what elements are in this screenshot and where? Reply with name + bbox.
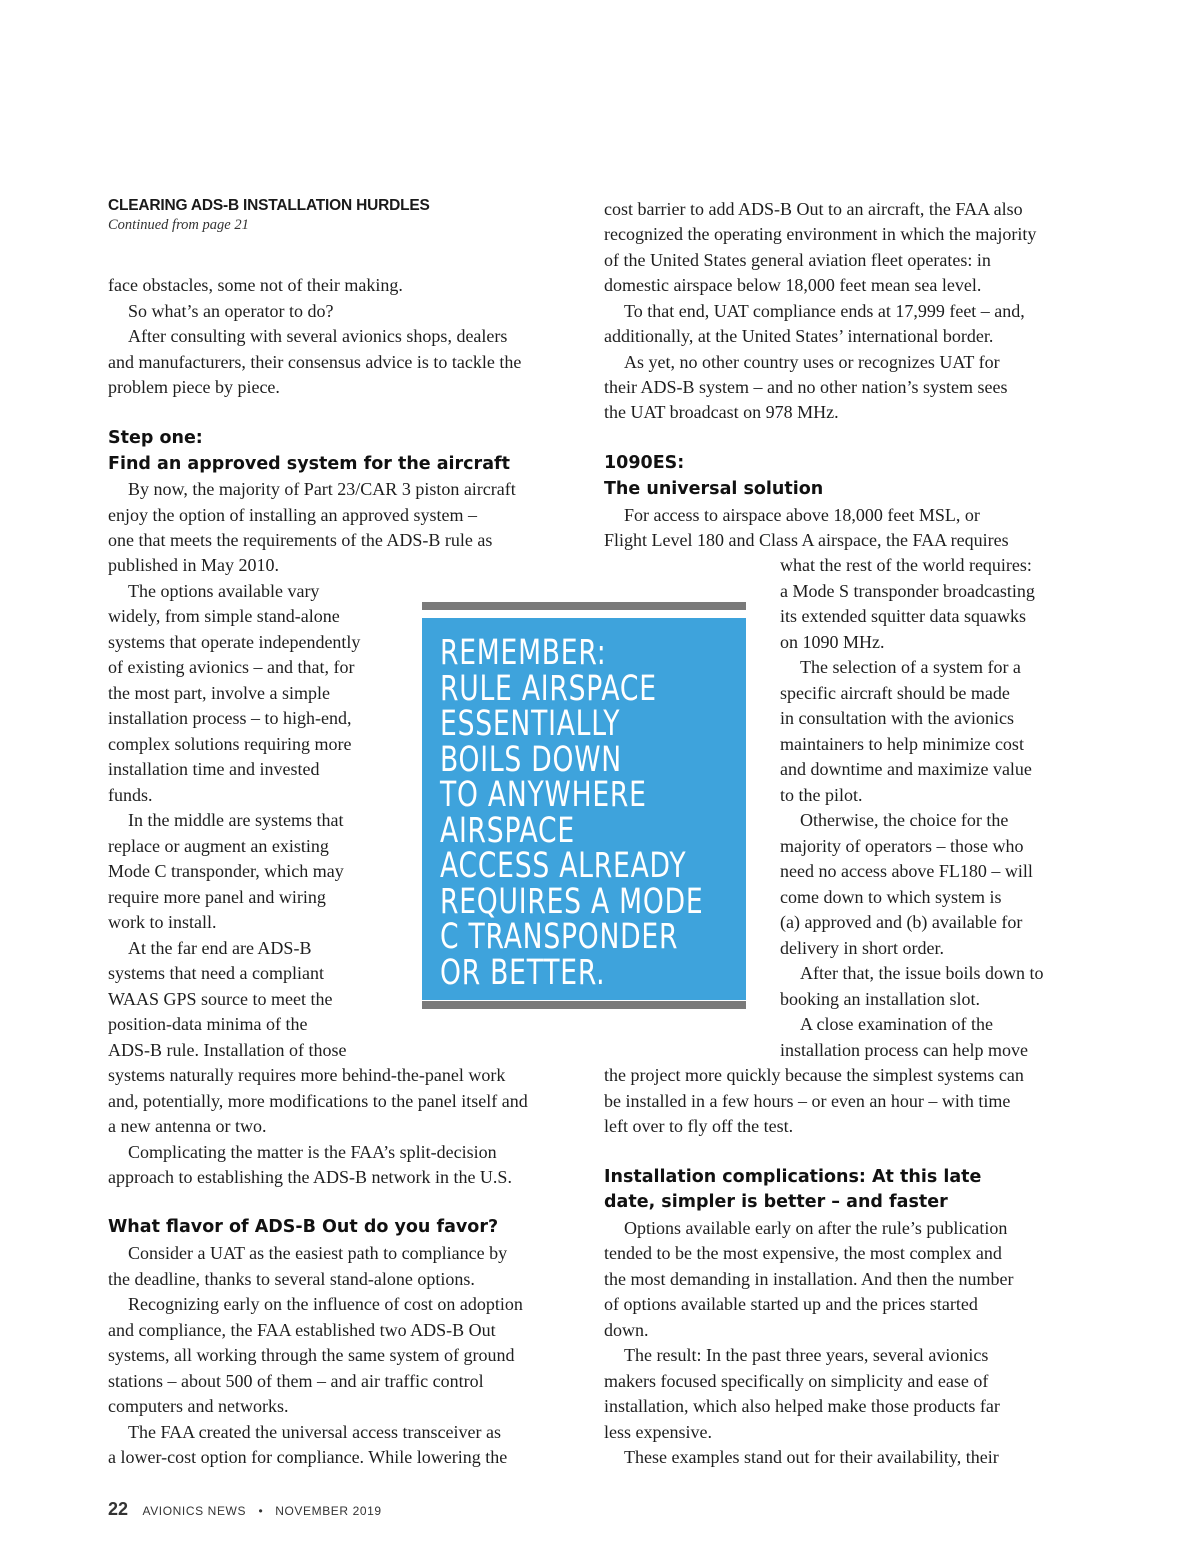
body-line: work to install. bbox=[108, 912, 217, 932]
body-line: complex solutions requiring more bbox=[108, 734, 352, 754]
body-line: down. bbox=[604, 1320, 649, 1340]
pull-quote-line: ACCESS ALREADY bbox=[440, 846, 687, 886]
body-line: and, potentially, more modifications to the panel itself and bbox=[108, 1091, 528, 1111]
body-line: and downtime and maximize value bbox=[780, 759, 1032, 779]
body-line: be installed in a few hours – or even an hour – with time bbox=[604, 1091, 1011, 1111]
body-line: a lower-cost option for compliance. While lowering the bbox=[108, 1447, 508, 1467]
body-line: the most part, involve a simple bbox=[108, 683, 330, 703]
body-line: By now, the majority of Part 23/CAR 3 piston aircraft bbox=[128, 479, 516, 499]
section-heading: 1090ES: bbox=[604, 453, 685, 473]
article-title: CLEARING ADS-B INSTALLATION HURDLES bbox=[108, 197, 430, 214]
body-line: maintainers to help minimize cost bbox=[780, 734, 1024, 754]
body-line: booking an installation slot. bbox=[780, 989, 980, 1009]
body-line: ADS-B rule. Installation of those bbox=[108, 1040, 347, 1060]
body-line: additionally, at the United States’ international border. bbox=[604, 326, 994, 346]
body-line: one that meets the requirements of the ADS-B rule as bbox=[108, 530, 493, 550]
body-line: its extended squitter data squawks bbox=[780, 606, 1026, 626]
section-heading: What flavor of ADS-B Out do you favor? bbox=[108, 1217, 499, 1237]
body-line: After consulting with several avionics shops, dealers bbox=[128, 326, 508, 346]
body-line: specific aircraft should be made bbox=[780, 683, 1010, 703]
body-line: These examples stand out for their availability, their bbox=[624, 1447, 999, 1467]
body-line: need no access above FL180 – will bbox=[780, 861, 1033, 881]
body-line: Consider a UAT as the easiest path to compliance by bbox=[128, 1243, 508, 1263]
body-line: tended to be the most expensive, the most complex and bbox=[604, 1243, 1002, 1263]
body-line: face obstacles, some not of their making. bbox=[108, 275, 403, 295]
body-line: a Mode S transponder broadcasting bbox=[780, 581, 1035, 601]
pull-quote-line: RULE AIRSPACE bbox=[440, 668, 657, 709]
body-line: funds. bbox=[108, 785, 153, 805]
body-line: installation, which also helped make those products far bbox=[604, 1396, 1000, 1416]
body-line: and compliance, the FAA established two ADS-B Out bbox=[108, 1320, 496, 1340]
body-line: Mode C transponder, which may bbox=[108, 861, 344, 881]
body-line: stations – about 500 of them – and air traffic control bbox=[108, 1371, 484, 1391]
footer-bullet: • bbox=[258, 1504, 263, 1518]
body-line: installation process can help move bbox=[780, 1040, 1028, 1060]
section-heading: The universal solution bbox=[604, 479, 824, 499]
body-line: the UAT broadcast on 978 MHz. bbox=[604, 402, 839, 422]
body-line: systems, all working through the same system of ground bbox=[108, 1345, 515, 1365]
section-heading: Step one: bbox=[108, 428, 203, 448]
body-line: installation time and invested bbox=[108, 759, 320, 779]
body-line: of the United States general aviation fleet operates: in bbox=[604, 250, 991, 270]
page-footer bbox=[108, 1499, 382, 1520]
pull-quote-line: C TRANSPONDER bbox=[440, 917, 679, 957]
body-line: domestic airspace below 18,000 feet mean sea level. bbox=[604, 275, 982, 295]
body-line: A close examination of the bbox=[800, 1014, 993, 1034]
body-line: majority of operators – those who bbox=[780, 836, 1024, 856]
body-line: come down to which system is bbox=[780, 887, 1002, 907]
pull-quote-line: ESSENTIALLY bbox=[440, 704, 621, 744]
body-line: enjoy the option of installing an approved system – bbox=[108, 505, 477, 525]
body-line: left over to fly off the test. bbox=[604, 1116, 794, 1136]
body-line: systems naturally requires more behind-the-panel work bbox=[108, 1065, 506, 1085]
body-line: of existing avionics – and that, for bbox=[108, 657, 355, 677]
pull-quote-top-rule bbox=[422, 602, 746, 610]
body-line: The options available vary bbox=[128, 581, 320, 601]
body-line: Recognizing early on the influence of cost on adoption bbox=[128, 1294, 523, 1314]
body-line: of options available started up and the prices started bbox=[604, 1294, 978, 1314]
body-line: replace or augment an existing bbox=[108, 836, 329, 856]
body-line: The selection of a system for a bbox=[800, 657, 1021, 677]
body-line: to the pilot. bbox=[780, 785, 863, 805]
pull-quote-box bbox=[422, 618, 746, 1000]
body-line: position-data minima of the bbox=[108, 1014, 308, 1034]
body-line: Flight Level 180 and Class A airspace, the FAA requires bbox=[604, 530, 1009, 550]
publication-name: AVIONICS NEWS bbox=[142, 1504, 247, 1518]
body-line: systems that operate independently bbox=[108, 632, 361, 652]
issue-date: NOVEMBER 2019 bbox=[275, 1504, 382, 1518]
body-line: makers focused specifically on simplicity and ease of bbox=[604, 1371, 989, 1391]
pull-quote-bottom-rule bbox=[422, 1001, 746, 1009]
body-line: problem piece by piece. bbox=[108, 377, 280, 397]
body-line: Complicating the matter is the FAA’s split-decision bbox=[128, 1142, 497, 1162]
pull-quote-line: OR BETTER. bbox=[440, 952, 606, 993]
body-line: computers and networks. bbox=[108, 1396, 289, 1416]
body-line: what the rest of the world requires: bbox=[780, 555, 1032, 575]
continued-from-note: Continued from page 21 bbox=[108, 217, 249, 233]
body-line: To that end, UAT compliance ends at 17,999 feet – and, bbox=[624, 301, 1025, 321]
pull-quote bbox=[422, 602, 746, 1009]
body-line: cost barrier to add ADS-B Out to an aircraft, the FAA also bbox=[604, 199, 1023, 219]
section-heading: Installation complications: At this late bbox=[604, 1167, 982, 1187]
pull-quote-line: REMEMBER: bbox=[440, 633, 607, 673]
body-line: recognized the operating environment in which the majority bbox=[604, 224, 1037, 244]
body-line: and manufacturers, their consensus advice is to tackle the bbox=[108, 352, 522, 372]
body-line: the project more quickly because the simplest systems can bbox=[604, 1065, 1024, 1085]
body-line: widely, from simple stand-alone bbox=[108, 606, 340, 626]
body-line: a new antenna or two. bbox=[108, 1116, 267, 1136]
body-line: the deadline, thanks to several stand-alone options. bbox=[108, 1269, 475, 1289]
pull-quote-line: AIRSPACE bbox=[440, 810, 575, 851]
body-line: At the far end are ADS-B bbox=[128, 938, 312, 958]
body-line: The FAA created the universal access transceiver as bbox=[128, 1422, 501, 1442]
body-line: on 1090 MHz. bbox=[780, 632, 885, 652]
body-line: As yet, no other country uses or recognizes UAT for bbox=[624, 352, 1000, 372]
body-line: approach to establishing the ADS-B network in the U.S. bbox=[108, 1167, 512, 1187]
body-line: So what’s an operator to do? bbox=[128, 301, 334, 321]
body-line: (a) approved and (b) available for bbox=[780, 912, 1023, 932]
body-line: Options available early on after the rule’s publication bbox=[624, 1218, 1008, 1238]
body-line: For access to airspace above 18,000 feet MSL, or bbox=[624, 505, 980, 525]
body-line: delivery in short order. bbox=[780, 938, 944, 958]
body-line: WAAS GPS source to meet the bbox=[108, 989, 333, 1009]
body-line: In the middle are systems that bbox=[128, 810, 344, 830]
pull-quote-line: REQUIRES A MODE bbox=[440, 881, 704, 922]
body-line: in consultation with the avionics bbox=[780, 708, 1014, 728]
body-line: published in May 2010. bbox=[108, 555, 279, 575]
body-line: Otherwise, the choice for the bbox=[800, 810, 1009, 830]
body-line: systems that need a compliant bbox=[108, 963, 324, 983]
section-heading: date, simpler is better – and faster bbox=[604, 1192, 948, 1212]
pull-quote-line: TO ANYWHERE bbox=[440, 775, 647, 815]
body-line: require more panel and wiring bbox=[108, 887, 326, 907]
body-line: the most demanding in installation. And then the number bbox=[604, 1269, 1014, 1289]
continuation-header bbox=[108, 197, 430, 234]
body-line: installation process – to high-end, bbox=[108, 708, 352, 728]
section-heading: Find an approved system for the aircraft bbox=[108, 454, 510, 474]
page-number: 22 bbox=[108, 1499, 129, 1519]
body-line: less expensive. bbox=[604, 1422, 712, 1442]
body-line: After that, the issue boils down to bbox=[800, 963, 1044, 983]
body-line: The result: In the past three years, several avionics bbox=[624, 1345, 989, 1365]
body-line: their ADS-B system – and no other nation’s system sees bbox=[604, 377, 1008, 397]
pull-quote-line: BOILS DOWN bbox=[440, 739, 622, 780]
